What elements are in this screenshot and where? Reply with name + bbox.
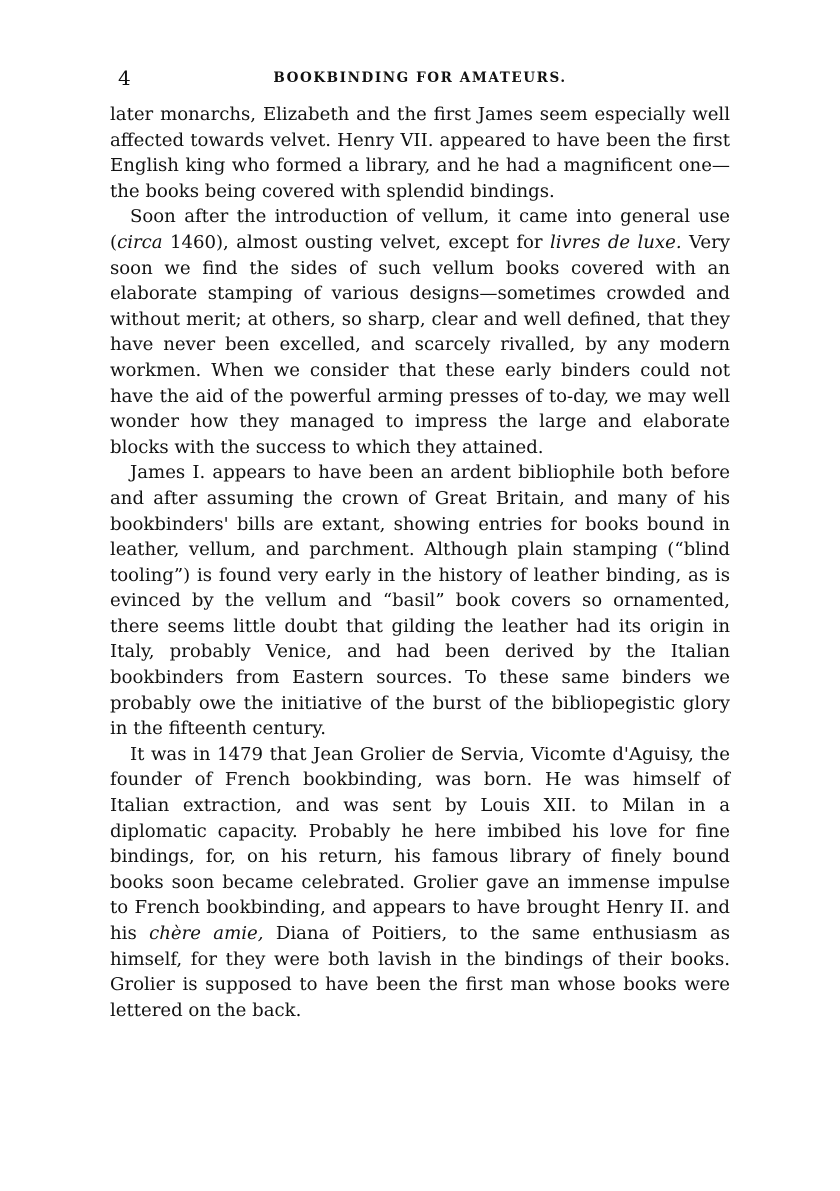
- text-segment: James I. appears to have been an ardent bibliophile both before and after assuming the crown of Great Britain, and many of his bookbinders' bills are extant, showing entries for books bound in leather, vellum, and parchment. Although plain stamping (“blind tooling”) is found very early in the history of leather binding, as is evinced by the vellum and “basil” book covers so ornamented, there seems little doubt that gilding the leather had its origin in Italy, probably Venice, and had been derived by the Italian bookbinders from Eastern sources. To these same binders we probably owe the initiative of the burst of the bibliopegistic glory in the fifteenth century.: [110, 462, 730, 740]
- text-segment: Very soon we find the sides of such vellum books covered with an elaborate stamping of various designs—sometimes crowded and without merit; at others, so sharp, clear and well defined, that they have never been excelled, and scarcely rivalled, by any modern workmen. When we consider that these early binders could not have the aid of the powerful arming presses of to-day, we may well wonder how they managed to impress the large and elaborate blocks with the success to which they attained.: [110, 231, 730, 458]
- book-page: [110, 62, 730, 1023]
- paragraph: [110, 460, 730, 742]
- text-segment: Soon after the introduction of vellum, it came into general use (: [110, 206, 730, 253]
- paragraph: [110, 742, 730, 1024]
- text-segment: Diana of Poitiers, to the same enthusiasm as himself, for they were both lavish in the bindings of their books. Grolier is supposed to have been the first man whose books were lettered on the back.: [110, 923, 731, 1021]
- text-segment: later monarchs, Elizabeth and the first James seem especially well affected towards velvet. Henry VII. appeared to have been the first English king who formed a library, and he had a magnificent one—the books being covered with splendid bindings.: [110, 104, 730, 202]
- page-number: 4: [118, 66, 131, 90]
- text-segment: It was in 1479 that Jean Grolier de Servia, Vicomte d'Aguisy, the founder of French bookbinding, was born. He was himself of Italian extraction, and was sent by Louis XII. to Milan in a diplomatic capacity. Probably he here imbibed his love for fine bindings, for, on his return, his famous library of finely bound books soon became celebrated. Grolier gave an immense impulse to French bookbinding, and appears to have brought Henry II. and his: [110, 743, 730, 944]
- running-head: [110, 62, 730, 92]
- italic-term: circa: [117, 231, 163, 253]
- italic-term: livres de luxe.: [549, 231, 682, 253]
- body-text: [110, 102, 730, 1023]
- italic-term: chère amie,: [149, 923, 264, 944]
- text-segment: 1460), almost ousting velvet, except for: [162, 231, 550, 253]
- paragraph: [110, 204, 730, 460]
- running-title: BOOKBINDING FOR AMATEURS.: [273, 70, 567, 86]
- paragraph: [110, 102, 730, 204]
